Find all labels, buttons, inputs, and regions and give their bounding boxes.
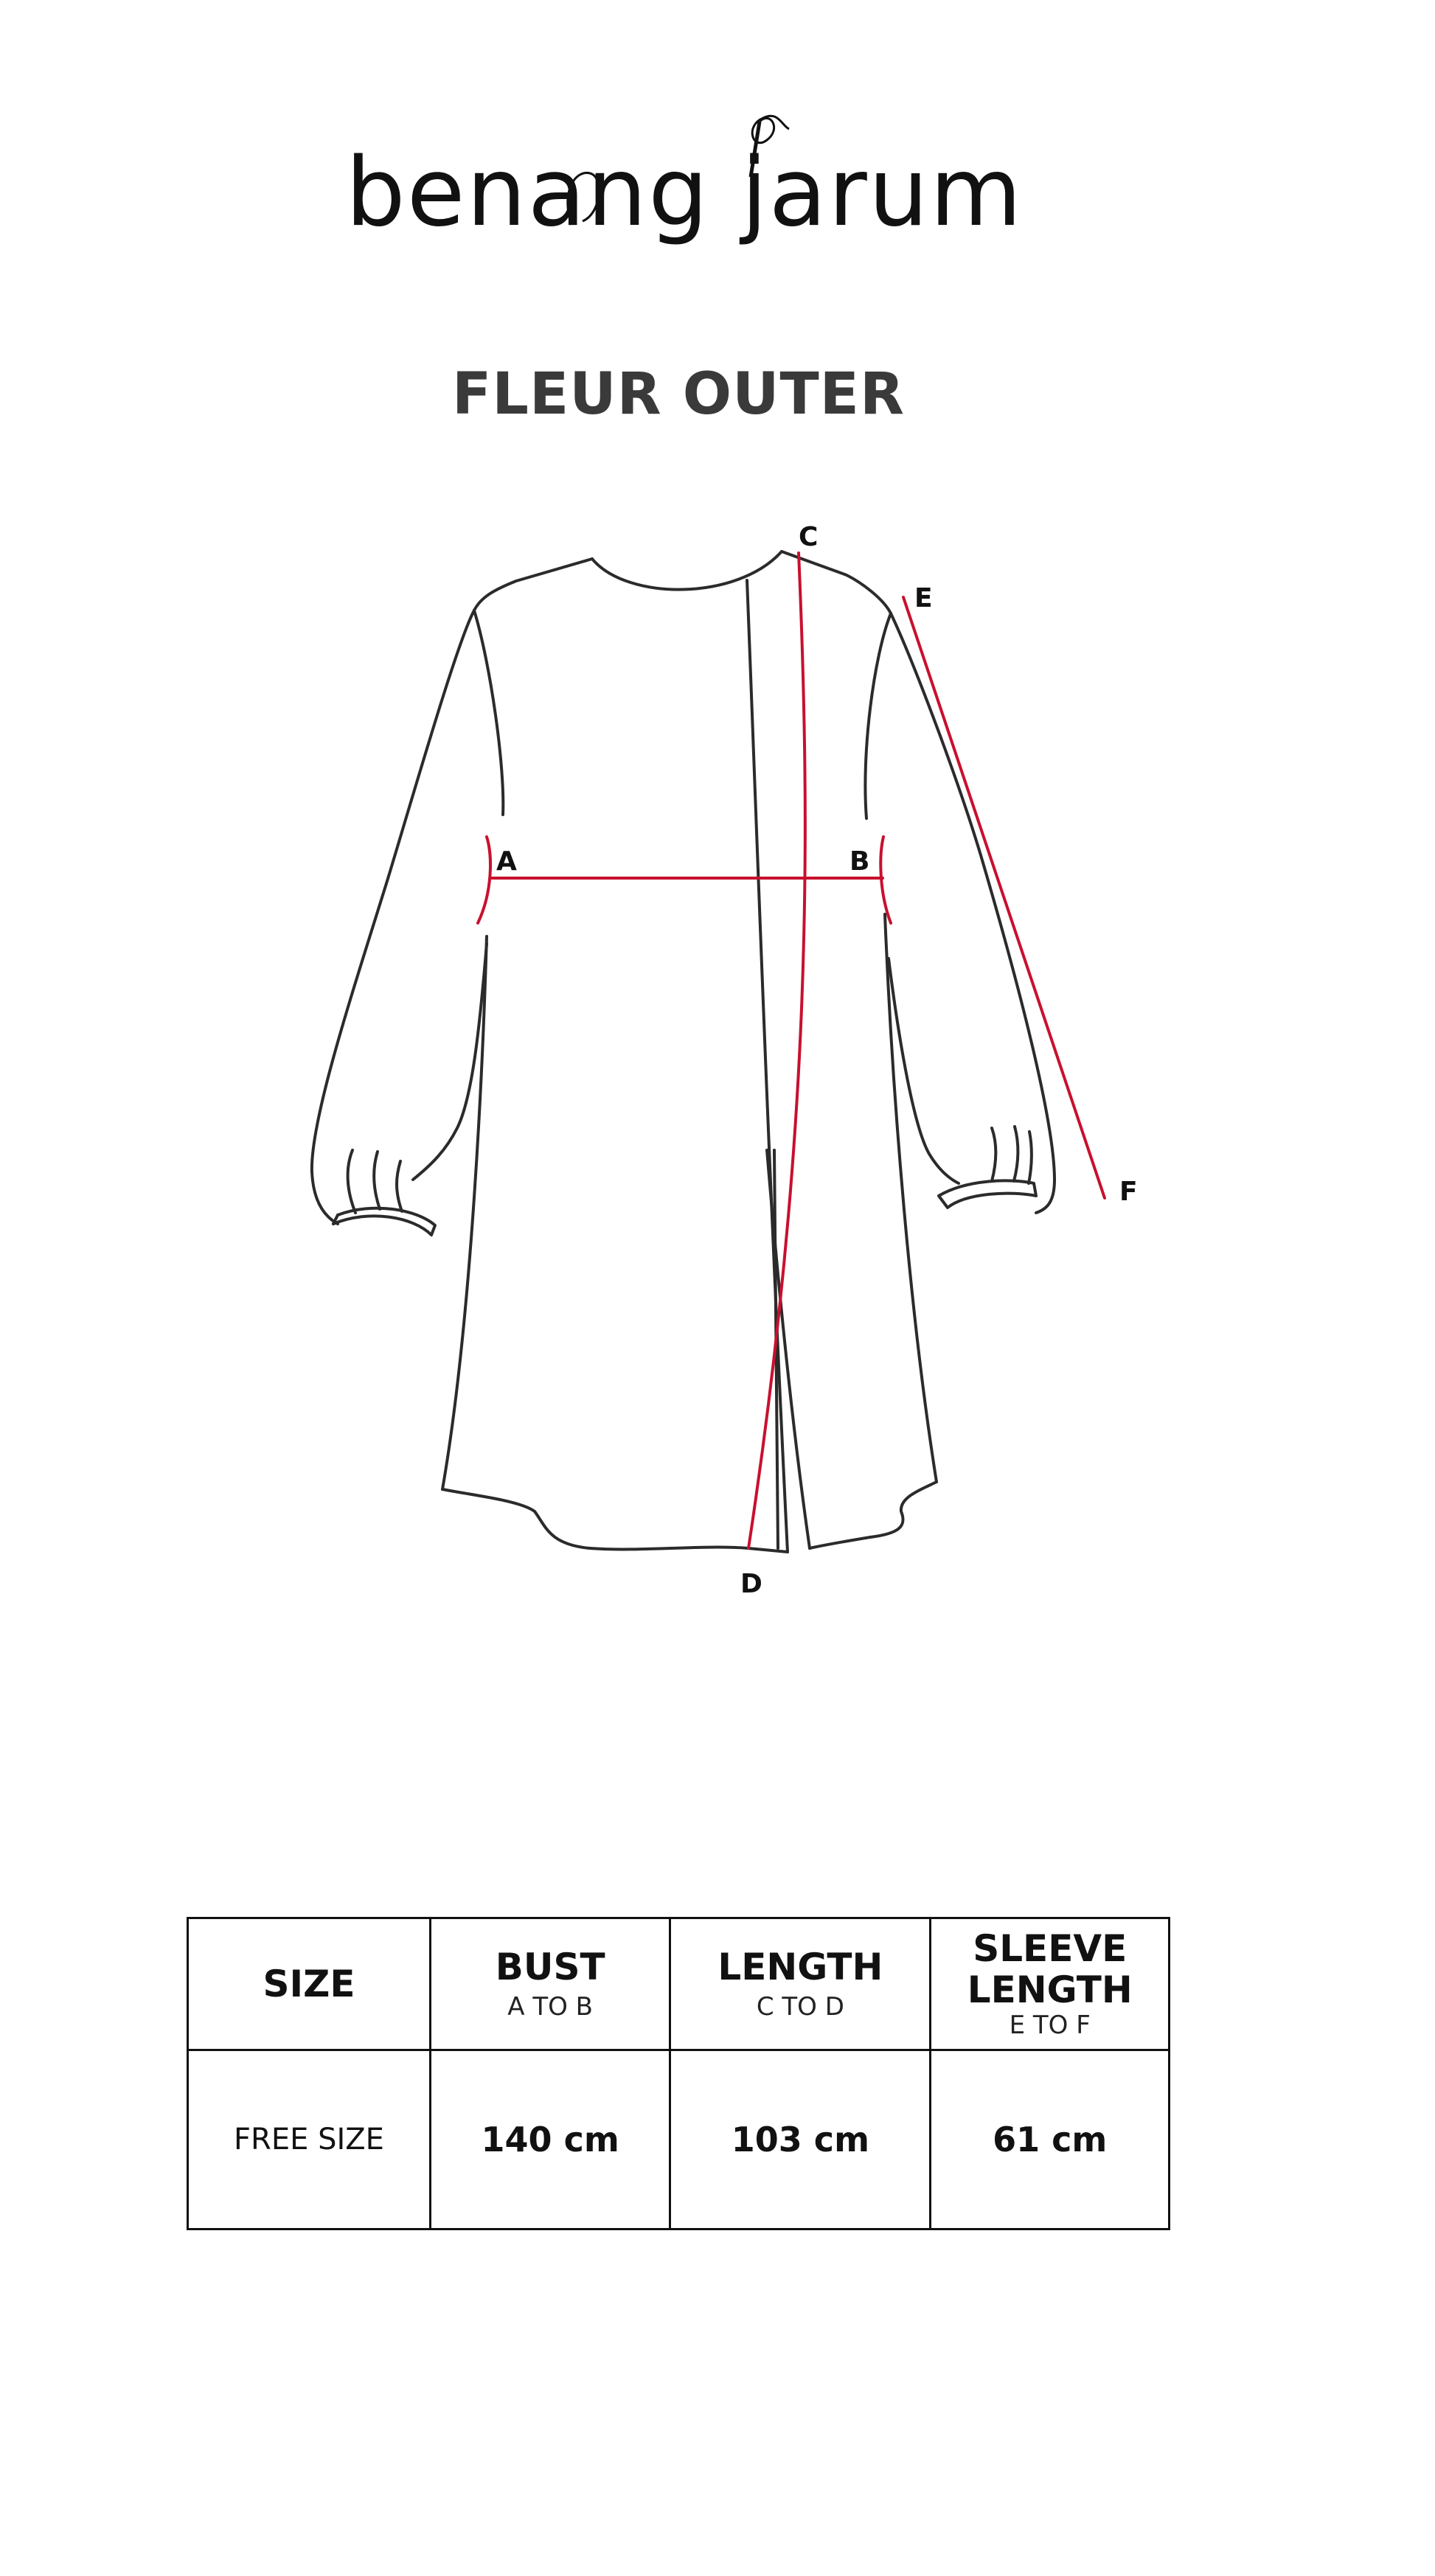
- cell-length: 103 cm: [670, 2050, 931, 2229]
- left-sleeve-inner: [413, 944, 487, 1180]
- bust-mark-a: [478, 837, 490, 923]
- point-label-c: C: [799, 522, 819, 552]
- size-chart-table: [187, 1917, 1170, 2230]
- hem-left: [442, 1489, 788, 1552]
- header-size: SIZE: [188, 1918, 431, 2050]
- brand-name: benang jarum: [345, 138, 1024, 248]
- garment-sketch: [0, 472, 1435, 1651]
- point-label-a: A: [496, 846, 517, 877]
- header-sleeve-length: SLEEVE LENGTH E TO F: [931, 1918, 1170, 2050]
- garment-diagram: [0, 472, 1435, 1651]
- point-label-b: B: [849, 846, 870, 877]
- right-cuff: [939, 1180, 1036, 1208]
- cell-size: FREE SIZE: [188, 2050, 431, 2229]
- table-row: [188, 2050, 1170, 2229]
- right-sleeve-outer: [891, 613, 1054, 1213]
- sleeve-line: [903, 597, 1105, 1198]
- left-cuff: [338, 1208, 435, 1235]
- left-armhole: [474, 610, 503, 815]
- point-label-f: F: [1119, 1177, 1138, 1207]
- hem-right: [810, 1482, 937, 1548]
- product-title: FLEUR OUTER: [451, 361, 905, 428]
- point-label-d: D: [740, 1569, 762, 1599]
- bust-mark-b: [880, 837, 891, 923]
- right-armhole: [865, 613, 891, 818]
- header-bust: BUST A TO B: [430, 1918, 670, 2050]
- point-label-e: E: [914, 583, 933, 613]
- garment-outline: [312, 551, 1054, 1552]
- header-length: LENGTH C TO D: [670, 1918, 931, 2050]
- table-header-row: [188, 1918, 1170, 2050]
- cell-bust: 140 cm: [430, 2050, 670, 2229]
- neckline: [592, 551, 782, 590]
- left-shoulder: [474, 559, 592, 610]
- cell-sleeve-length: 61 cm: [931, 2050, 1170, 2229]
- left-cuff-top: [333, 1216, 431, 1235]
- brand-logo: [0, 0, 1435, 280]
- left-sleeve-outer: [312, 610, 474, 1224]
